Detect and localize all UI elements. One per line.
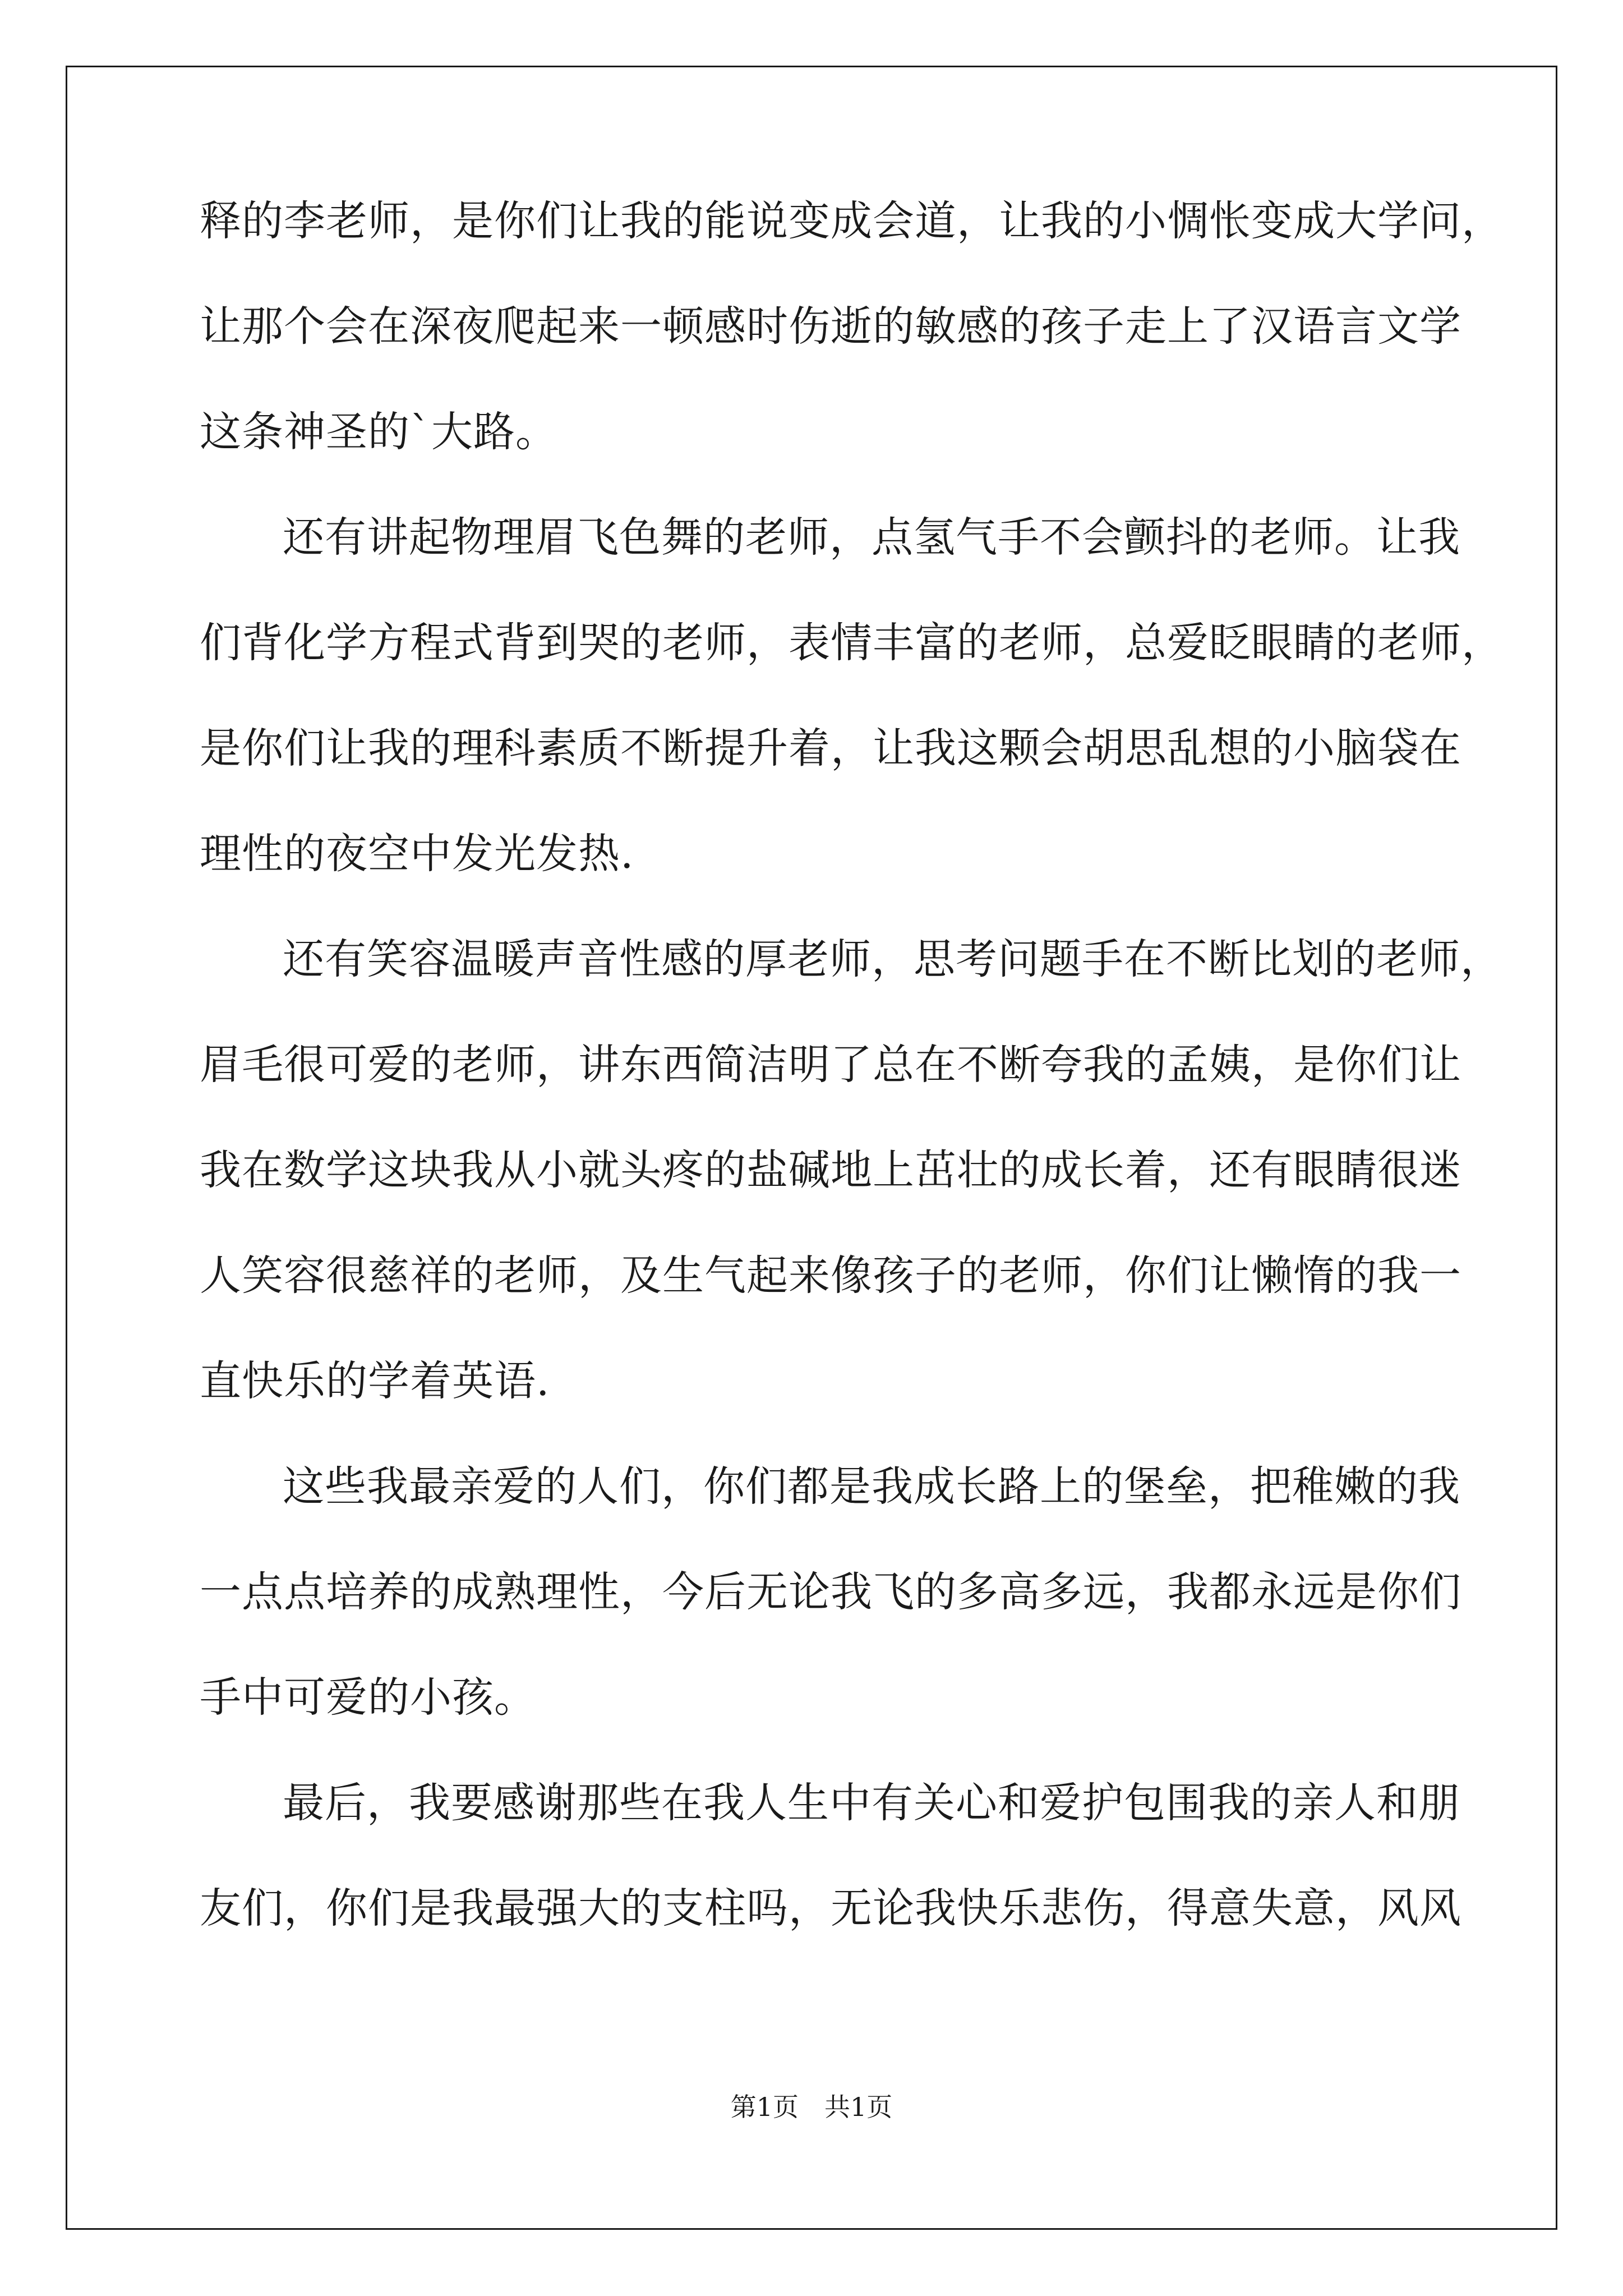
text-line: 是你们让我的理科素质不断提升着，让我这颗会胡思乱想的小脑袋在 xyxy=(200,724,1461,772)
text-line: 释的李老师，是你们让我的能说变成会道，让我的小惆怅变成大学问， xyxy=(200,197,1504,245)
text-line: 友们，你们是我最强大的支柱吗，无论我快乐悲伤，得意失意，风风 xyxy=(200,1884,1461,1932)
text-line: 手中可爱的小孩。 xyxy=(200,1673,536,1722)
text-line: 们背化学方程式背到哭的老师，表情丰富的老师，总爱眨眼睛的老师， xyxy=(200,619,1504,667)
text-line: 理性的夜空中发光发热. xyxy=(200,830,634,878)
text-line: 还有笑容温暖声音性感的厚老师，思考问题手在不断比划的老师， xyxy=(283,935,1502,983)
text-line: 一点点培养的成熟理性，今后无论我飞的多高多远，我都永远是你们 xyxy=(200,1568,1461,1616)
text-line: 这些我最亲爱的人们，你们都是我成长路上的堡垒，把稚嫩的我 xyxy=(283,1462,1460,1511)
page-footer: 第1页 共1页 xyxy=(730,2092,893,2122)
text-line: 眉毛很可爱的老师，讲东西简洁明了总在不断夸我的孟姨，是你们让 xyxy=(200,1041,1461,1089)
text-line: 还有讲起物理眉飞色舞的老师，点氢气手不会颤抖的老师。让我 xyxy=(283,513,1460,562)
document-body xyxy=(200,168,1504,1961)
text-line: 我在数学这块我从小就头疼的盐碱地上茁壮的成长着，还有眼睛很迷 xyxy=(200,1146,1461,1194)
text-line: 人笑容很慈祥的老师，及生气起来像孩子的老师，你们让懒惰的我一 xyxy=(200,1251,1461,1300)
text-line: 让那个会在深夜爬起来一顿感时伤逝的敏感的孩子走上了汉语言文学 xyxy=(200,302,1461,351)
text-line: 这条神圣的`大路。 xyxy=(200,408,557,456)
text-line: 最后，我要感谢那些在我人生中有关心和爱护包围我的亲人和朋 xyxy=(283,1779,1460,1827)
text-line: 直快乐的学着英语. xyxy=(200,1357,550,1405)
